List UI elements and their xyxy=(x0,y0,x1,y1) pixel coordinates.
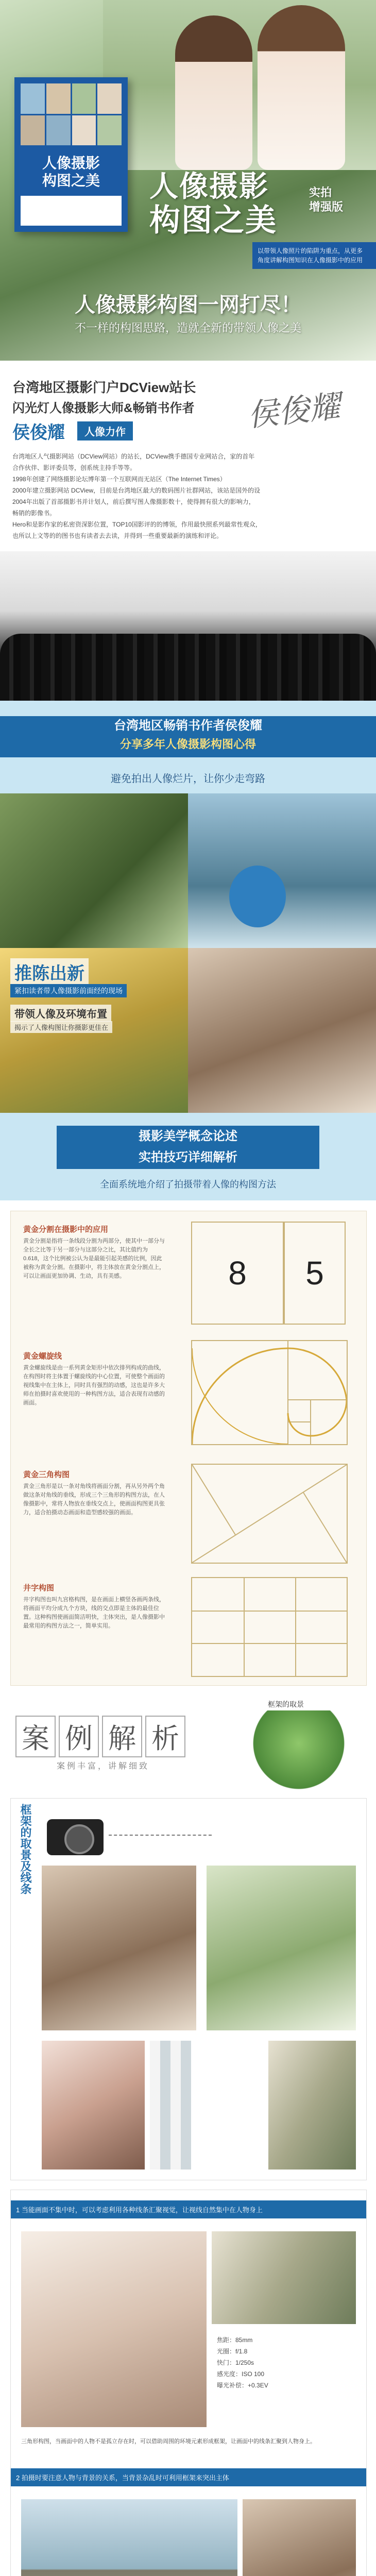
ukulele-shape xyxy=(229,866,286,927)
fib-box-5: 5 xyxy=(284,1222,346,1325)
banner-theory-box xyxy=(57,1126,319,1169)
case-photo-closeup xyxy=(21,2231,207,2427)
case-photo-rooftop xyxy=(21,2499,237,2576)
fib-box-8: 8 xyxy=(191,1222,284,1325)
book-cover-grid xyxy=(21,83,122,145)
book-cover-bottom xyxy=(21,196,122,226)
promo-title: 推陈出新 xyxy=(10,958,89,986)
edition-badge: 实拍 增强版 xyxy=(309,186,344,213)
hero-subslogan: 不一样的构图思路，造就全新的带领人像之美 xyxy=(74,321,301,334)
theory-page xyxy=(10,1211,367,1686)
theory-section2-text: 黄金螺旋线是由一系列黄金矩形中依次排列构成的曲线，在构图时将主体置于螺旋线的中心位置，可使整个画面的视线集中在主体上，同时具有强烈的动感，这也是许多大师在拍摄时喜欢使用的一种构图方法，适合表现有动感的画面。 xyxy=(23,1365,165,1406)
photo-ukulele-girl xyxy=(188,793,376,948)
banner-experience-line1: 台湾地区畅销书作者侯俊耀 xyxy=(114,719,262,733)
case-photo-standing xyxy=(243,2499,356,2576)
case-caption-2: 2 拍摄时要注意人物与背景的关系，当背景杂乱时可利用框架来突出主体 xyxy=(11,2468,366,2486)
case-photo-red-dress xyxy=(42,2041,145,2170)
book-cover xyxy=(14,77,128,232)
thirds-h2 xyxy=(192,1643,347,1644)
case-tree-photo xyxy=(242,1710,355,1793)
theory-section2-title: 黄金螺旋线 xyxy=(23,1352,62,1361)
case-page-1 xyxy=(10,1798,367,2180)
model-figure-right xyxy=(258,5,345,170)
camera-icon xyxy=(47,1819,104,1855)
case-photo-columns xyxy=(150,2041,263,2170)
golden-triangle-diagram xyxy=(191,1464,348,1564)
theory-section3-title: 黄金三角构图 xyxy=(23,1470,70,1479)
promo-subtitle: 紧扣读者带人像摄影前面经的现场 xyxy=(10,984,127,997)
banner-theory-line1: 摄影美学概念论述 xyxy=(139,1129,237,1143)
banner-theory-line3: 全面系统地介绍了拍摄带着人像的构图方法 xyxy=(100,1179,276,1190)
hero-title-line1: 人像摄影 xyxy=(149,170,269,202)
case-page-2 xyxy=(10,2190,367,2576)
hero-title-line2: 构图之美 xyxy=(149,203,277,238)
theory-section1-title: 黄金分割在摄影中的应用 xyxy=(23,1225,109,1234)
author-bio: 台湾地区人气摄影网站（DCView网站）的站长，DCView携手德国专业网站合，家的首年 合作伙伴、影评委员等，创系统主持手等等。 1998年创建了网络摄影论坛博年第一个互联网而无站区（The Internet Times） 2000年建立摄影网站 DCView，目前是台湾地区最大的数码图片社群网站，该站是国外的设 2004年出版了首部摄影书并计划人，前后撰写图人像摄影数十，使得拥有很大的影响力， 畅销的影像书。 Hero和是影作家的私密资深影位置，TOP10国影评的的博领，作用最快照系列最常性观众， 也所以上文等的的图书也有读者去去读，并得到一些重要最新的演练和评论。 xyxy=(12,453,262,539)
case-header xyxy=(0,1695,376,1798)
case-label-side: 框架的取景及线条 xyxy=(19,1804,32,1894)
fibonacci-diagram xyxy=(191,1222,346,1325)
theory-section4-text: 井字构图也叫九宫格构图，是在画面上横竖各画两条线，将画面平均分成九个方块，线的交点即是主体的最佳位置。这种构图使画面简洁明快，主体突出，是人像摄影中最常用的构图方法之一，简单实用。 xyxy=(23,1597,165,1630)
case-title: 案 例 解 析 xyxy=(15,1716,185,1757)
case-photo-wall xyxy=(268,2041,356,2170)
case-photo-girl-stairs xyxy=(42,1866,196,2030)
banner-experience-box xyxy=(0,716,376,757)
hero-model-photo xyxy=(103,0,376,170)
author-name: 侯俊耀 xyxy=(12,423,65,443)
theory-section1-text: 黄金分割是指将一条线段分割为两部分，使其中一部分与全长之比等于另一部分与这部分之比，其比值约为0.618，这个比例被公认为是最能引起美感的比例，因此被称为黄金分割。在摄影中，将主体放在黄金分割点上，可以让画面更加协调、生动，具有美感。 xyxy=(23,1238,165,1280)
hero-description: 以带领人像照片的陷阱为重点，从更多 角度讲解构图知识在人像摄影中的应用 xyxy=(252,242,376,269)
theory-section3-text: 黄金三角形是以一条对角线将画面分割，再从另外两个角做这条对角线的垂线，形成三个三角形的构图方法，在人像摄影中，常将人物放在垂线交点上，使画面构图更具张力，适合拍摄动态画面和造型感较强的画面。 xyxy=(23,1483,165,1516)
author-affiliation-2: 闪光灯人像摄影大师&畅销书作者 xyxy=(12,401,195,415)
promo-desc2: 揭示了人像构图让你摄影更佳在 xyxy=(10,1021,112,1033)
hero-section xyxy=(0,0,376,361)
author-signature: 侯俊耀 xyxy=(246,388,342,434)
rule-of-thirds-diagram xyxy=(191,1577,348,1677)
golden-triangle-svg xyxy=(192,1465,347,1563)
case-caption-1: 1 当能画面不集中时，可以考虑利用各种线条汇聚视觉，让视线自然集中在人物身上 xyxy=(11,2200,366,2218)
golden-spiral-svg xyxy=(192,1341,347,1444)
promo-desc1: 带领人像及环境布置 xyxy=(10,1005,111,1022)
hero-title xyxy=(149,170,277,238)
thirds-v2 xyxy=(295,1578,296,1676)
case-label-top: 框架的取景 xyxy=(268,1700,304,1708)
case-subtitle: 案例丰富，讲解细致 xyxy=(57,1762,150,1771)
case-photo-grass xyxy=(212,2231,356,2324)
banner-theory xyxy=(0,1113,376,1200)
hero-slogan: 人像摄影构图一网打尽！ xyxy=(75,294,301,316)
banner-experience xyxy=(0,701,376,793)
banner-experience-hint: 避免拍出人像烂片，让你少走弯路 xyxy=(111,773,265,785)
thirds-h1 xyxy=(192,1611,347,1612)
golden-spiral-diagram xyxy=(191,1340,348,1445)
banner-theory-line2: 实拍技巧详细解析 xyxy=(139,1150,237,1164)
case-arrow-line xyxy=(109,1835,212,1837)
theory-section4-title: 井字构图 xyxy=(23,1584,55,1592)
photo-mosaic xyxy=(0,793,376,1113)
author-crowd-photo xyxy=(0,551,376,701)
case-photo-girl-tree xyxy=(207,1866,356,2030)
thirds-v1 xyxy=(244,1578,245,1676)
author-affiliation-1: 台湾地区摄影门户DCView站长 xyxy=(12,380,196,395)
photo-window-girl xyxy=(188,948,376,1113)
case-exif: 焦距：85mm 光圈：f/1.8 快门：1/250s 感光度：ISO 100 曝光补偿：+0.3EV xyxy=(217,2336,268,2389)
photo-garden-girl xyxy=(0,793,188,948)
author-name-tag: 人像力作 xyxy=(77,421,133,440)
case-text-1: 三角形构图，当画面中的人物不是孤立存在时，可以借助周围的环境元素形成框架，让画面中的线条汇聚到人物身上。 xyxy=(21,2438,316,2445)
book-cover-title: 人像摄影 构图之美 xyxy=(42,155,100,189)
author-section xyxy=(0,361,376,701)
model-figure-left xyxy=(175,15,252,170)
banner-experience-line2: 分享多年人像摄影构图心得 xyxy=(119,738,256,751)
crowd-silhouette xyxy=(0,634,376,701)
